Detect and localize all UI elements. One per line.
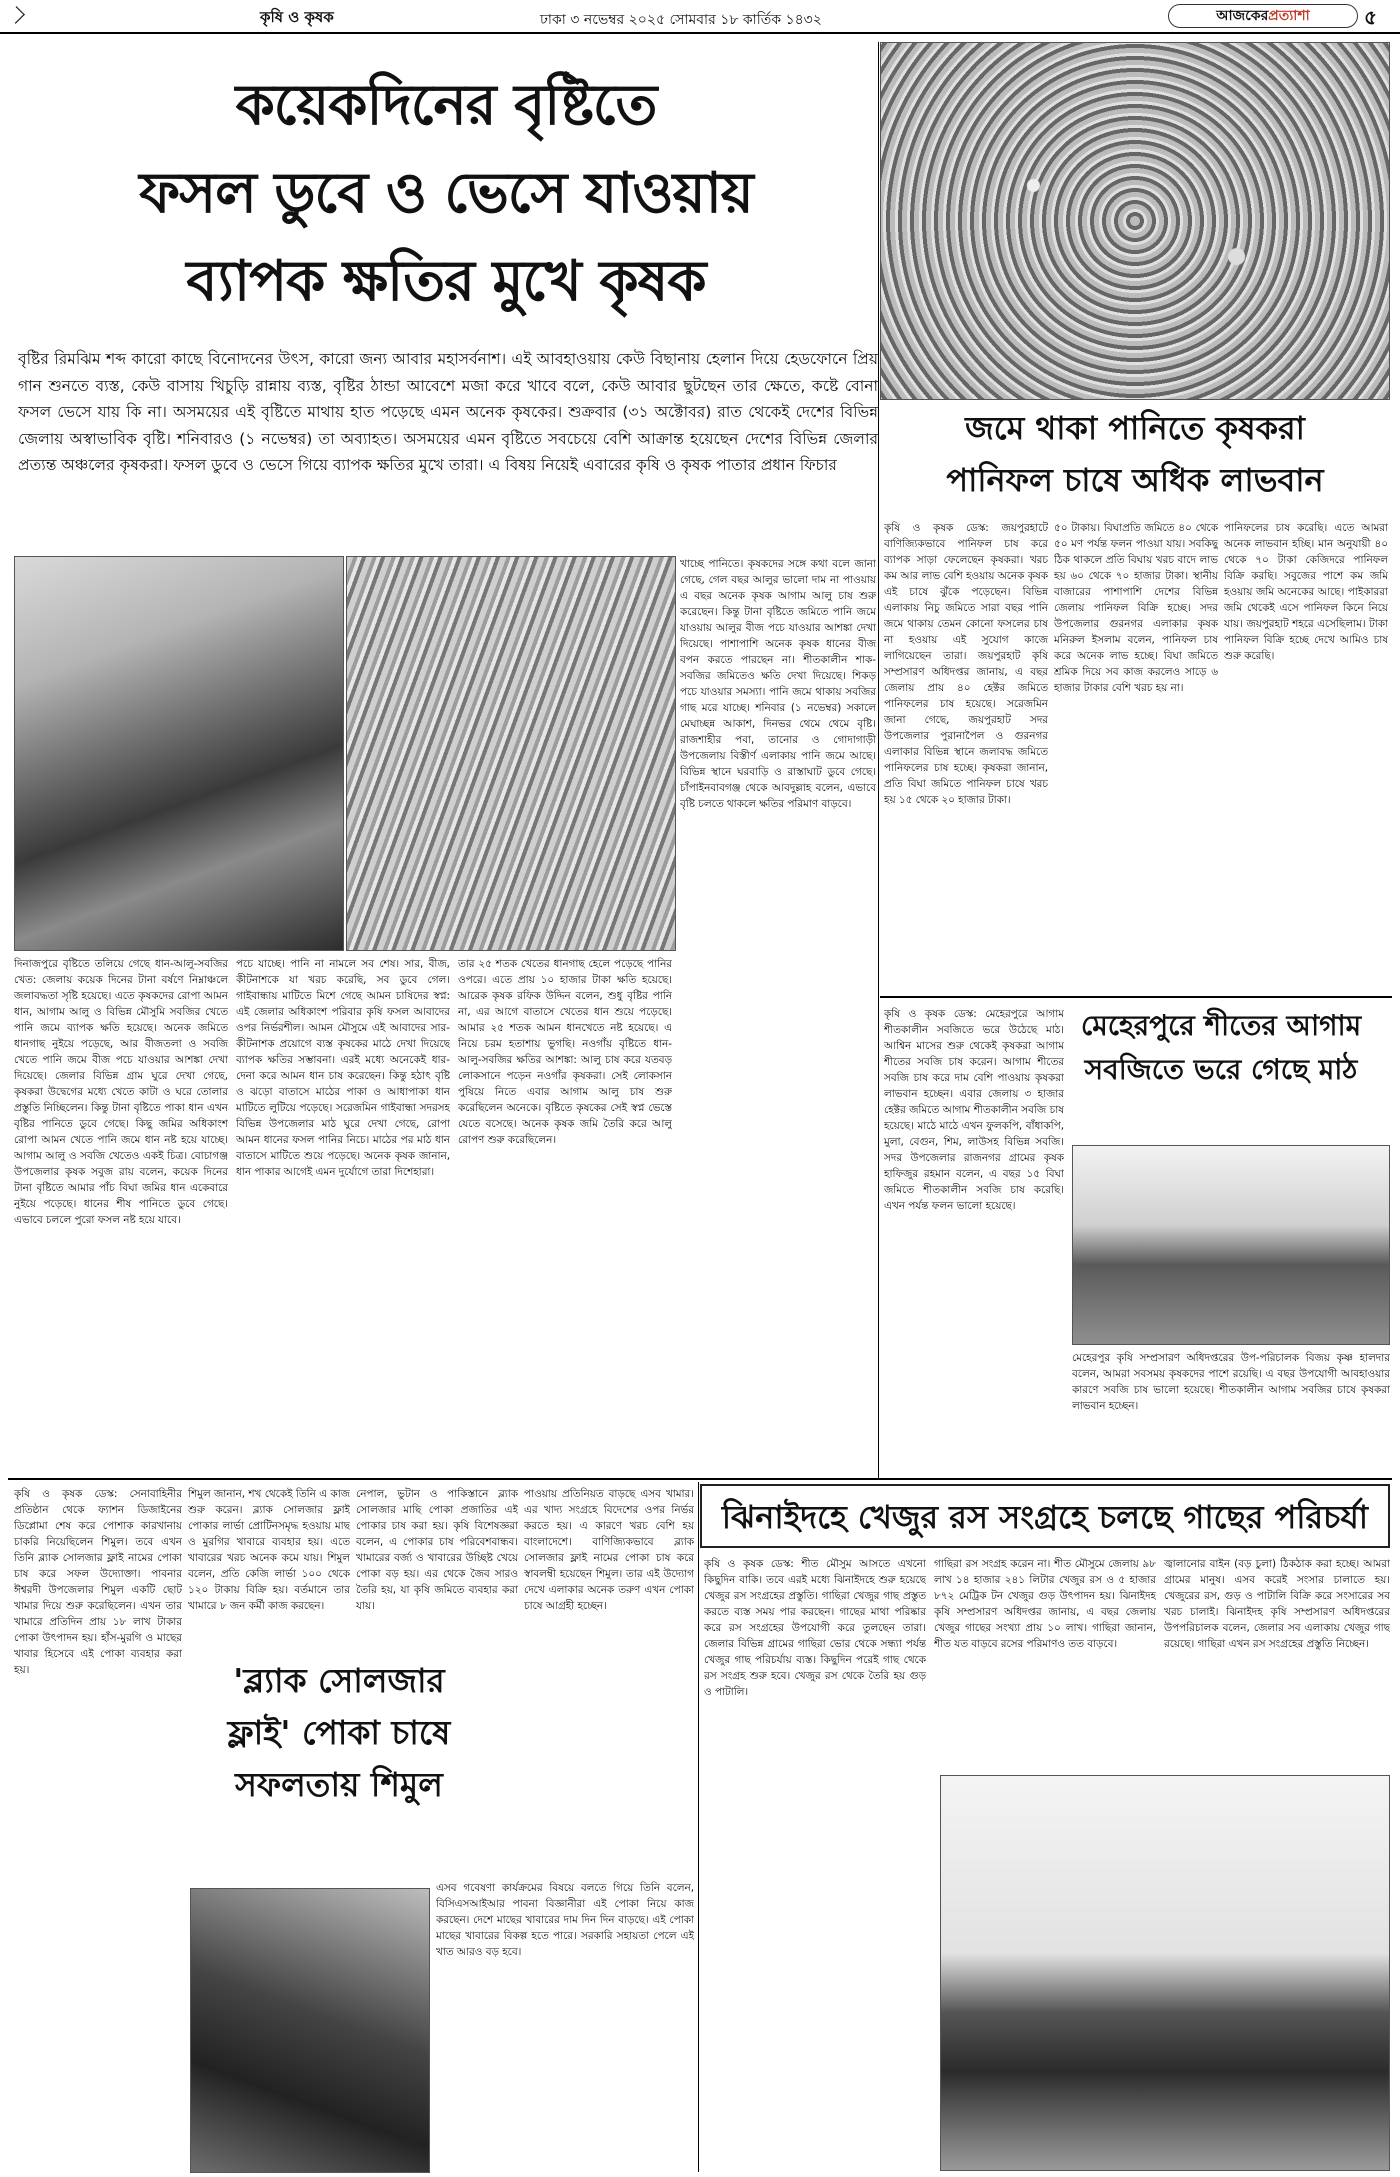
photo-shimul-with-larvae — [190, 1888, 430, 2173]
section-divider — [880, 996, 1392, 998]
khejur-col-1: কৃষি ও কৃষক ডেস্ক: শীত মৌসুম আসতে এখনো কিছুদিন বাকি। তবে এরই মধ্যে ঝিনাইদহে শুরু হয়েছে খেজুর রস সংগ্রহের প্রস্তুতি। গাছিরা খেজুর গাছ প্রস্তুত করতে ব্যস্ত সময় পার করছেন। গাছের মাথা পরিষ্কার করে রস সংগ্রহের উপযোগী করে তুলছেন তারা। জেলার বিভিন্ন গ্রামের গাছিরা ভোর থেকে সন্ধ্যা পর্যন্ত খেজুর গাছ পরিচর্যায় ব্যস্ত। কিছুদিন পরেই গাছ থেকে রস সংগ্রহ শুরু হবে। খেজুর রস থেকে তৈরি হয় গুড় ও পাটালি। — [704, 1558, 926, 1698]
meherpur-headline-line: সবজিতে ভরে গেছে মাঠ — [1084, 1053, 1358, 1086]
headline-line: ব্যাপক ক্ষতির মুখে কৃষক — [186, 249, 706, 314]
panifol-col-1: কৃষি ও কৃষক ডেস্ক: জয়পুরহাটে বাণিজ্যিকভাবে পানিফল চাষ করে ব্যাপক সাড়া ফেলেছেন কৃষকরা। খরচ কম আর লাভ বেশি হওয়ায় অনেক কৃষক এই চাষে ঝুঁকে পড়েছেন। বিভিন্ন এলাকায় নিচু জমিতে সারা বছর পানি জমে থাকায় তেমন কোনো ফসলের চাষ না হওয়ায় এই সুযোগ কাজে লাগিয়েছেন তারা। জয়পুরহাট কৃষি সম্প্রসারণ অধিদপ্তর জানায়, এ বছর জেলায় প্রায় ৪০ হেক্টর জমিতে পানিফলের চাষ হয়েছে। সরেজমিন জানা গেছে, জয়পুরহাট সদর উপজেলার পুরানাপৈল ও গুরনগর এলাকার বিভিন্ন স্থানে জলাবদ্ধ জমিতে পানিফলের চাষ হচ্ছে। কৃষকরা জানান, প্রতি বিঘা জমিতে পানিফল চাষে খরচ হয় ১৫ থেকে ২০ হাজার টাকা। — [884, 522, 1048, 806]
column-divider — [878, 42, 879, 1478]
main-story-col-2: পচে যাচ্ছে। পানি না নামলে সব শেষ। সার, বীজ, কীটনাশকে যা খরচ করেছি, সব ডুবে গেল। গাইবান্ধায় মাটিতে মিশে গেছে আমন চাষিদের স্বপ্ন: এই জেলার অধিকাংশ পরিবার কৃষি ফসল আবাদের ওপর নির্ভরশীল। আমন মৌসুমে এই আবাদের সার-কীটনাশক প্রয়োগে ব্যস্ত কৃষকের মাঠে দেখা দিয়েছে ব্যাপক ক্ষতির সম্ভাবনা। এরই মধ্যে অনেকেই ধার-দেনা করে আমন ধান চাষ করেছেন। কিন্তু হঠাৎ বৃষ্টি ও ঝড়ো বাতাসে মাঠের পাকা ও আধাপাকা ধান মাটিতে লুটিয়ে পড়েছে। সরেজমিন গাইবান্ধা সদরসহ বিভিন্ন উপজেলার মাঠ ঘুরে দেখা গেছে, রোপা আমন ধানের ফসল পানির নিচে। মাঠের পর মাঠ ধান বাতাসে মাটিতে শুয়ে পড়েছে। অনেক কৃষক জানান, ধান পাকার আগেই এমন দুর্যোগে তারা দিশেহারা। — [236, 958, 450, 1178]
khejur-col-2: গাছিরা রস সংগ্রহ করেন না। শীত মৌসুমে জেলায় ৯৮ লাখ ১৪ হাজার ২৪১ লিটার খেজুর রস ও ৫ হাজার ৮৭২ মেট্রিক টন খেজুর গুড় উৎপাদন হয়। ঝিনাইদহ কৃষি সম্প্রসারণ অধিদপ্তর জানায়, এ বছর জেলায় খেজুর গাছের সংখ্যা প্রায় ১০ লাখ। গাছিরা জানান, শীত যত বাড়বে রসের পরিমাণও তত বাড়বে। — [934, 1558, 1156, 1650]
newspaper-logo — [1168, 4, 1358, 28]
page-header — [0, 0, 1400, 34]
headline-line: কয়েকদিনের বৃষ্টিতে — [235, 73, 657, 138]
blackfly-headline-line: সফলতায় শিমুল — [235, 1765, 443, 1804]
main-story-col-3: তার ২৫ শতক খেতের ধানগাছ হেলে পড়েছে পানির ওপরে। এতে প্রায় ১০ হাজার টাকা ক্ষতি হয়েছে। আরেক কৃষক রফিক উদ্দিন বলেন, শুধু বৃষ্টির পানি না, এর আগে বাতাসে খেতের ধান শুয়ে পড়েছে। আমার ২৫ শতক আমন ধানখেতে নষ্ট হয়েছে। এ নিয়ে চরম হতাশায় ভুগছি। নওগাঁয় বৃষ্টিতে ধান-আলু-সবজির ক্ষতির আশঙ্কা: আলু চাষ করে যতবড় লোকসানে পড়েন নওগাঁর কৃষকরা। সেই লোকসান পুষিয়ে নিতে এবার আগাম আলু চাষ শুরু করেছিলেন অনেকে। বৃষ্টিতে কৃষকের সেই স্বপ্ন ভেস্তে যেতে বসেছে। অনেক কৃষক জমি তৈরি করে আলু রোপণ শুরু করেছিলেন। — [458, 958, 672, 1146]
section-name: কৃষি ও কৃষক — [260, 8, 334, 26]
photo-flooded-field — [14, 556, 344, 951]
column-divider — [698, 1482, 699, 2172]
blackfly-col-3: নেপাল, ভুটান ও পাকিস্তানে ব্ল্যাক সোলজার মাছি পোকা প্রজাতির এই পোকার চাষ করা হয়। কৃষি বিশেষজ্ঞরা বলেন, এ পোকার চাষ পরিবেশবান্ধব। খামারের বর্জ্য ও খাবারের উচ্ছিষ্ট খেয়ে পোকা বড় হয়। এর থেকে জৈব সারও তৈরি হয়, যা কৃষি জমিতে ব্যবহার করা যায়। — [356, 1488, 518, 1612]
blackfly-col-2: শিমুল জানান, শখ থেকেই তিনি এ কাজ শুরু করেন। ব্ল্যাক সোলজার ফ্লাই পোকার লার্ভা প্রোটিনসমৃদ্ধ হওয়ায় মাছ ও মুরগির খাবারে ব্যবহার হয়। এতে খাবারের খরচ অনেক কমে যায়। শিমুল বলেন, প্রতি কেজি লার্ভা ১০০ থেকে ১২০ টাকায় বিক্রি হয়। বর্তমানে তার খামারে ৮ জন কর্মী কাজ করছেন। — [188, 1488, 350, 1612]
blackfly-headline — [186, 1655, 492, 1885]
photo-vegetable-field-sprayer — [1072, 1145, 1390, 1345]
panifol-col-3: পানিফলের চাষ করেছি। এতে আমরা অনেক লাভবান হচ্ছি। মান অনুযায়ী ৪০ থেকে ৭০ টাকা কেজিদরে পানিফল বিক্রি করছি। সবুজের পাশে কম জমি হওয়ায় জমি অনেকের আছে। পাইকাররা জমি থেকেই এসে পানিফল কিনে নিয়ে যায়। জয়পুরহাট শহরে এসেছিলাম। টাকা পানিফল বিক্রি হচ্ছে দেখে আমিও চাষ শুরু করেছি। — [1224, 522, 1388, 662]
main-story-col-1: দিনাজপুরে বৃষ্টিতে তলিয়ে গেছে ধান-আলু-সবজির খেত: জেলায় কয়েক দিনের টানা বর্ষণে নিম্নাঞ্চলে জলাবদ্ধতা সৃষ্টি হয়েছে। এতে কৃষকদের রোপা আমন ধান, আগাম আলু ও বিভিন্ন মৌসুমি সবজির খেতে পানি জমে ব্যাপক ক্ষতি হয়েছে। অনেক জমিতে ধানগাছ নুইয়ে পড়েছে, আর বীজতলা ও সবজি খেতে পানি জমে বীজ পচে যাওয়ার আশঙ্কা দেখা দিয়েছে। জেলার বিভিন্ন গ্রাম ঘুরে দেখা গেছে, কৃষকরা উদ্বেগের মধ্যে খেতে কাটা ও ঘরে তোলার প্রস্তুতি নিচ্ছিলেন। কিন্তু টানা বৃষ্টিতে পাকা ধান এখন বৃষ্টির পানিতে ডুবে গেছে। কিছু জমির অধিকাংশ রোপা আমন খেতে পানি জমে ধান নষ্ট হয়ে যাচ্ছে। আগাম আলু ও সবজি খেতেও একই চিত্র। বোচাগঞ্জ উপজেলার কৃষক সবুজ রায় বলেন, কয়েক দিনের টানা বৃষ্টিতে আমার পাঁচ বিঘা জমির ধান একেবারে নুইয়ে পড়েছে। ধানের শীষ পানিতে ডুবে গেছে। এভাবে চললে পুরো ফসল নষ্ট হয়ে যাবে। — [14, 958, 228, 1226]
blackfly-col-1: কৃষি ও কৃষক ডেস্ক: সেনাবাহিনীর প্রতিষ্ঠান থেকে ফ্যাশন ডিজাইনের ডিপ্লোমা শেষ করে পোশাক কারখানায় চাকরি নিয়েছিলেন শিমুল। তবে এখন তিনি ব্ল্যাক সোলজার ফ্লাই নামের পোকা চাষ করে সফল উদ্যোক্তা। পাবনার ঈশ্বরদী উপজেলার শিমুল একটি ছোট খামার দিয়ে শুরু করেছিলেন। এখন তার খামারে প্রতিদিন প্রায় ১৮ লাখ টাকার পোকা উৎপাদন হয়। হাঁস-মুরগি ও মাছের খাবার হিসেবে এই পোকা ব্যবহার করা হয়। — [14, 1488, 182, 1676]
panifol-headline-line: জমে থাকা পানিতে কৃষকরা — [965, 409, 1305, 447]
main-headline — [16, 62, 876, 332]
panifol-col-2: ৫০ টাকায়। বিঘাপ্রতি জমিতে ৪০ থেকে ৫০ মণ পর্যন্ত ফলন পাওয়া যায়। সবকিছু ঠিক থাকলে প্রতি বিঘায় খরচ বাদে লাভ হয় ৬০ থেকে ৭০ হাজার টাকা। স্থানীয় বাজারের পাশাপাশি দেশের বিভিন্ন জেলায় পানিফল বিক্রি হচ্ছে। সদর উপজেলার গুরনগর এলাকার কৃষক মনিরুল ইসলাম বলেন, পানিফল চাষ করে অনেক লাভ হচ্ছে। বিঘা জমিতে শ্রমিক দিয়ে সব কাজ করলেও সাড়ে ৬ হাজার টাকার বেশি খরচ হয় না। — [1054, 522, 1218, 694]
panifol-headline — [880, 402, 1390, 512]
newspaper-logo-name: প্রত্যাশা — [1268, 8, 1310, 24]
page-nav-arrow-icon[interactable] — [7, 6, 25, 24]
issue-date: ঢাকা ৩ নভেম্বর ২০২৫ সোমবার ১৮ কার্তিক ১৪৩২ — [540, 12, 822, 28]
blackfly-headline-line: ফ্লাই' পোকা চাষে — [227, 1713, 451, 1752]
meherpur-col-1: কৃষি ও কৃষক ডেস্ক: মেহেরপুরে আগাম শীতকালীন সবজিতে ভরে উঠেছে মাঠ। আশ্বিন মাসের শুরু থেকেই কৃষকরা আগাম শীতের সবজি চাষ করেন। আগাম শীতের সবজি চাষ করে দাম বেশি পাওয়ায় কৃষকরা লাভবান হচ্ছেন। এবার জেলায় ৩ হাজার হেক্টর জমিতে আগাম শীতকালীন সবজি চাষ হয়েছে। মাঠে মাঠে এখন ফুলকপি, বাঁধাকপি, মুলা, বেগুন, শিম, লাউসহ বিভিন্ন সবজি। সদর উপজেলার রাজনগর গ্রামের কৃষক হাফিজুর রহমান বলেন, এ বছর ১৫ বিঘা জমিতে শীতকালীন সবজি চাষ করেছি। এখন পর্যন্ত ফলন ভালো হয়েছে। — [884, 1008, 1064, 1212]
blackfly-col-5: এসব গবেষণা কার্যক্রমের বিষয়ে বলতে গিয়ে তিনি বলেন, বিসিএসআইআর পাবনা বিজ্ঞানীরা এই পোকা নিয়ে কাজ করছেন। দেশে মাছের খাবারের দাম দিন দিন বাড়ছে। এই পোকা মাছের খাবারের বিকল্প হতে পারে। সরকারি সহায়তা পেলে এই খাত আরও বড় হবে। — [436, 1882, 694, 1958]
photo-water-chestnut-farmer — [880, 42, 1390, 400]
meherpur-headline — [1052, 1004, 1390, 1140]
panifol-headline-line: পানিফল চাষে অধিক লাভবান — [946, 461, 1324, 499]
main-intro: বৃষ্টির রিমঝিম শব্দ কারো কাছে বিনোদনের উৎস, কারো জন্য আবার মহাসর্বনাশ। এই আবহাওয়ায় কেউ বিছানায় হেলান দিয়ে হেডফোনে প্রিয় গান শুনতে ব্যস্ত, কেউ বাসায় খিচুড়ি রান্নায় ব্যস্ত, বৃষ্টির ঠান্ডা আবেশে মজা করে খাবে বলে, কেউ আবার ছুটছেন তার ক্ষেতে, কষ্টে বোনা ফসল ভেসে যায় কি না। অসময়ের এই বৃষ্টিতে মাথায় হাত পড়েছে এমন অনেক কৃষকের। শুক্রবার (৩১ অক্টোবর) রাত থেকেই দেশের বিভিন্ন জেলায় অস্বাভাবিক বৃষ্টি। শনিবারও (১ নভেম্বর) তা অব্যাহত। অসময়ের এমন বৃষ্টিতে সবচেয়ে বেশি আক্রান্ত হয়েছেন দেশের বিভিন্ন জেলার প্রত্যন্ত অঞ্চলের কৃষকরা। ফসল ডুবে ও ভেসে গিয়ে ব্যাপক ক্ষতির মুখে তারা। এ বিষয় নিয়েই এবারের কৃষি ও কৃষক পাতার প্রধান ফিচার — [18, 350, 878, 474]
photo-flattened-rice — [346, 556, 676, 951]
photo-date-palm-trees — [940, 1775, 1390, 2171]
khejur-col-3: জ্বালানোর বাইন (বড় চুলা) ঠিকঠাক করা হচ্ছে। আমরা গ্রামের মানুষ। এসব করেই সংসার চালাতে হয়। খেজুরের রস, গুড় ও পাটালি বিক্রি করে সংসারের সব খরচ চালাই। ঝিনাইদহ কৃষি সম্প্রসারণ অধিদপ্তরের উপপরিচালক বলেন, জেলার সব এলাকায় খেজুর গাছ রয়েছে। গাছিরা এখন রস সংগ্রহের প্রস্তুতি নিচ্ছেন। — [1164, 1558, 1390, 1650]
blackfly-col-4: পাওয়ায় প্রতিনিয়ত বাড়ছে এসব খামার। এর খাদ্য সংগ্রহে বিদেশের ওপর নির্ভর করতে হয়। এ কারণে খরচ বেশি হয় বাংলাদেশে। বাণিজ্যিকভাবে ব্ল্যাক সোলজার ফ্লাই নামের পোকা চাষ করে স্বাবলম্বী হয়েছেন শিমুল। তার এই উদ্যোগ দেখে এলাকার অনেক তরুণ এখন পোকা চাষে আগ্রহী হচ্ছেন। — [524, 1488, 694, 1612]
blackfly-headline-line: 'ব্ল্যাক সোলজার — [233, 1661, 445, 1700]
headline-line: ফসল ডুবে ও ভেসে যাওয়ায় — [139, 161, 753, 226]
meherpur-col-2: মেহেরপুর কৃষি সম্প্রসারণ অধিদপ্তরের উপ-পরিচালক বিজয় কৃষ্ণ হালদার বলেন, আমরা সবসময় কৃষকদের পাশে রয়েছি। এ বছর উপযোগী আবহাওয়ার কারণে সবজি চাষ ভালো হয়েছে। শীতকালীন আগাম সবজির চাষে কৃষকরা লাভবান হচ্ছেন। — [1072, 1352, 1390, 1412]
section-divider — [8, 1478, 1392, 1480]
khejur-headline: ঝিনাইদহে খেজুর রস সংগ্রহে চলছে গাছের পরিচর্যা — [700, 1484, 1390, 1548]
page-number: ৫ — [1364, 5, 1377, 29]
main-story-col-4: খাচ্ছে পানিতে। কৃষকদের সঙ্গে কথা বলে জানা গেছে, গেল বছর আলুর ভালো দাম না পাওয়ায় এ বছর অনেক কৃষক আগাম আলু চাষ শুরু করেছেন। কিন্তু টানা বৃষ্টিতে জমিতে পানি জমে যাওয়ায় আলুর বীজ পচে যাওয়ার আশঙ্কা দেখা দিয়েছে। পাশাপাশি অনেক কৃষক ধানের বীজ বপন করতে পারছেন না। শীতকালীন শাক-সবজির জমিতেও ক্ষতি দেখা দিয়েছে। শিকড় পচে যাওয়ার সমস্যা। পানি জমে থাকায় সবজির গাছ মরে যাচ্ছে। শনিবার (১ নভেম্বর) সকালে মেঘাচ্ছন্ন আকাশ, দিনভর থেমে থেমে বৃষ্টি। রাজশাহীর পবা, তানোর ও গোদাগাড়ী উপজেলায় বিস্তীর্ণ এলাকায় পানি জমে আছে। বিভিন্ন স্থানে ঘরবাড়ি ও রাস্তাঘাট ডুবে গেছে। চাঁপাইনবাবগঞ্জ থেকে আবদুল্লাহ বলেন, এভাবে বৃষ্টি চলতে থাকলে ক্ষতির পরিমাণ বাড়বে। — [680, 558, 876, 810]
newspaper-logo-prefix: আজকের — [1216, 8, 1269, 24]
meherpur-headline-line: মেহেরপুরে শীতের আগাম — [1080, 1009, 1362, 1042]
